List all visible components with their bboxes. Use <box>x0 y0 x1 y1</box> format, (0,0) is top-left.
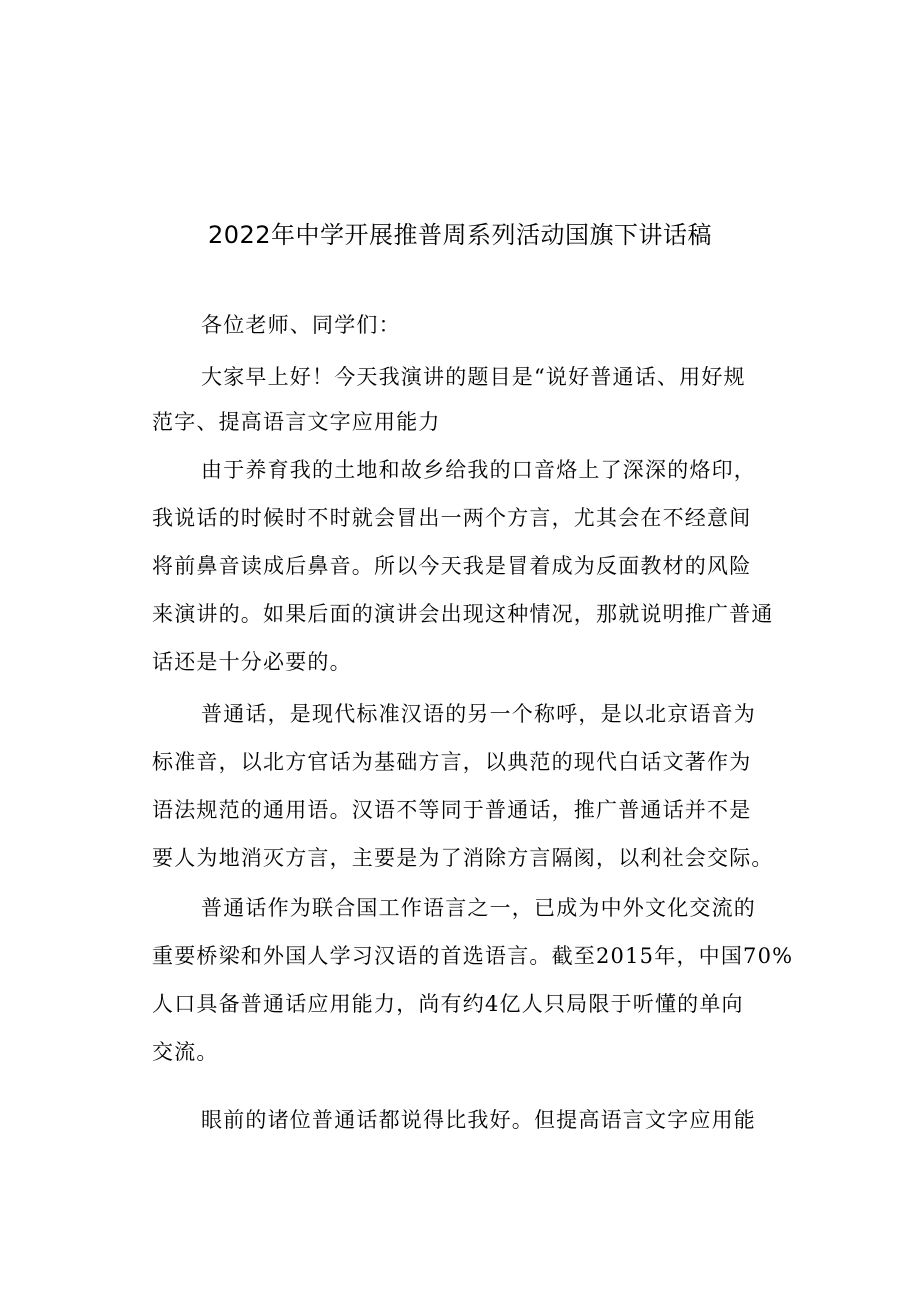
text-line: 普通话，是现代标准汉语的另一个称呼，是以北京语音为 <box>201 702 756 726</box>
text-line: 语法规范的通用语。汉语不等同于普通话，推广普通话并不是 <box>152 798 752 822</box>
text-line: 范字、提高语言文字应用能力 <box>152 410 441 434</box>
text-line: 大家早上好！今天我演讲的题目是“说好普通话、用好规 <box>201 365 746 389</box>
text-line: 将前鼻音读成后鼻音。所以今天我是冒着成为反面教材的风险 <box>152 554 752 578</box>
text-line: 眼前的诸位普通话都说得比我好。但提高语言文字应用能 <box>201 1108 756 1132</box>
document-title: 2022年中学开展推普周系列活动国旗下讲话稿 <box>207 221 713 249</box>
text-line: 我说话的时候时不时就会冒出一两个方言，尤其会在不经意间 <box>152 506 752 530</box>
text-line: 人口具备普通话应用能力，尚有约4亿人只局限于听懂的单向 <box>152 992 744 1016</box>
text-line: 来演讲的。如果后面的演讲会出现这种情况，那就说明推广普通 <box>152 602 774 626</box>
text-line: 要人为地消灭方言，主要是为了消除方言隔阂，以利社会交际。 <box>152 846 774 870</box>
text-line: 话还是十分必要的。 <box>152 650 352 674</box>
text-line: 由于养育我的土地和故乡给我的口音烙上了深深的烙印， <box>201 458 756 482</box>
text-line-salutation: 各位老师、同学们： <box>201 313 401 337</box>
text-line: 普通话作为联合国工作语言之一，已成为中外文化交流的 <box>201 896 756 920</box>
text-line: 标准音，以北方官话为基础方言，以典范的现代白话文著作为 <box>152 750 752 774</box>
text-line: 交流。 <box>152 1040 219 1064</box>
text-line: 重要桥梁和外国人学习汉语的首选语言。截至2015年，中国70% <box>152 944 794 968</box>
